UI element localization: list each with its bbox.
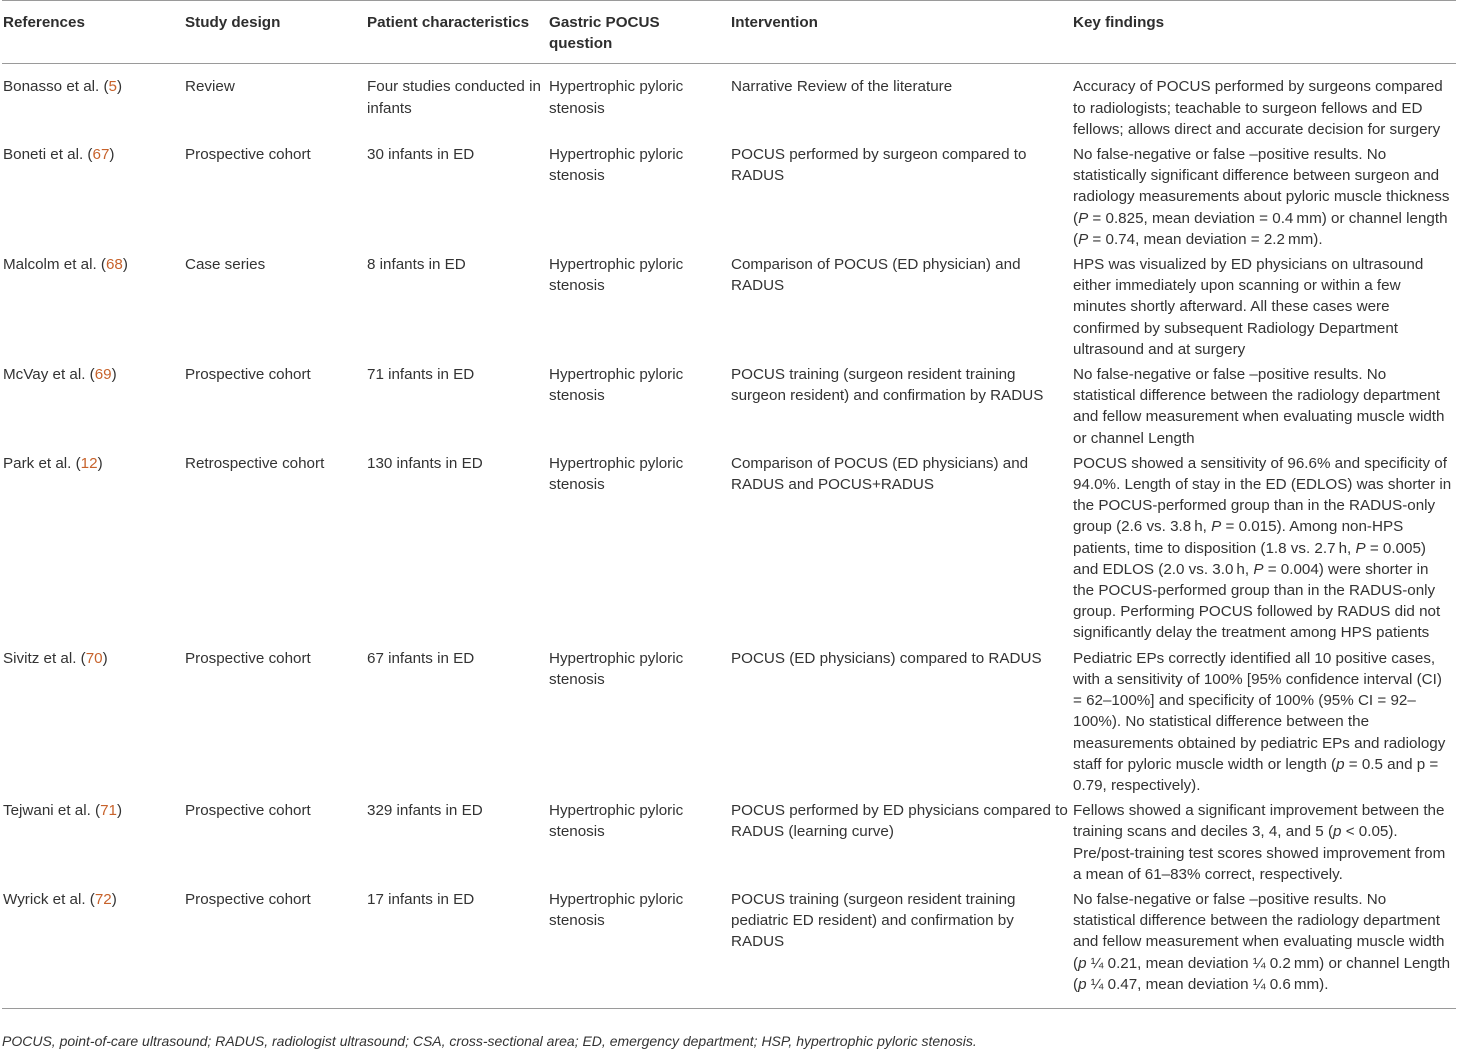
reference-author: Boneti et al. ( xyxy=(3,146,93,164)
reference-author: Tejwani et al. ( xyxy=(3,802,101,820)
cell-study-design: Prospective cohort xyxy=(185,146,311,164)
cell-study-design: Case series xyxy=(185,256,266,274)
header-references: References xyxy=(3,14,85,31)
cell-gastric-pocus-question: Hypertrophic pyloric stenosis xyxy=(549,454,684,494)
reference-link[interactable]: 69 xyxy=(94,366,112,384)
cell-intervention: POCUS training (surgeon resident training pediatric ED resident) and confirmation by RADUS xyxy=(731,890,1016,951)
cell-patient-characteristics: 30 infants in ED xyxy=(367,146,475,164)
cell-key-findings: HPS was visualized by ED physicians on ultrasound either immediately upon scanning or within a few minutes shortly afterward. All these cases were confirmed by subsequent Radiology Department ultrasound and at surgery xyxy=(1073,256,1424,358)
table-row xyxy=(2,364,1456,453)
reference-link[interactable]: 68 xyxy=(105,256,123,274)
cell-intervention: Narrative Review of the literature xyxy=(731,78,953,96)
reference-link[interactable]: 5 xyxy=(108,78,117,96)
reference-author: Malcolm et al. ( xyxy=(3,256,106,274)
cell-study-design: Retrospective cohort xyxy=(185,454,325,472)
reference-author: McVay et al. ( xyxy=(3,366,95,384)
table-row xyxy=(2,144,1456,254)
cell-intervention: POCUS performed by surgeon compared to RADUS xyxy=(731,146,1027,185)
cell-intervention: Comparison of POCUS (ED physician) and RADUS xyxy=(731,256,1021,295)
cell-gastric-pocus-question: Hypertrophic pyloric stenosis xyxy=(549,890,684,930)
cell-patient-characteristics: 329 infants in ED xyxy=(367,802,483,820)
reference-author: Park et al. ( xyxy=(3,454,81,472)
reference-link[interactable]: 70 xyxy=(85,649,103,667)
table-row xyxy=(2,64,1456,144)
cell-intervention: Comparison of POCUS (ED physicians) and RADUS and POCUS+RADUS xyxy=(731,454,1029,494)
reference-link[interactable]: 71 xyxy=(100,802,117,820)
cell-reference xyxy=(2,800,184,889)
cell-patient-characteristics: 67 infants in ED xyxy=(367,649,475,667)
cell-reference xyxy=(2,364,184,453)
reference-close: ) xyxy=(97,454,103,472)
cell-reference xyxy=(2,889,184,1009)
reference-close: ) xyxy=(111,890,117,908)
cell-patient-characteristics: 71 infants in ED xyxy=(367,366,475,384)
reference-close: ) xyxy=(116,78,123,96)
header-row xyxy=(2,1,1456,64)
reference-close: ) xyxy=(109,146,115,164)
table-footnote: POCUS, point-of-care ultrasound; RADUS, radiologist ultrasound; CSA, cross-sectional area; ED, emergency department; HSP, hypertrophic pyloric stenosis. xyxy=(2,1033,977,1049)
reference-close: ) xyxy=(111,366,117,384)
reference-author: Sivitz et al. ( xyxy=(3,649,86,667)
cell-gastric-pocus-question: Hypertrophic pyloric stenosis xyxy=(549,256,684,295)
cell-key-findings: Pediatric EPs correctly identified all 10 positive cases, with a sensitivity of 100% [95% confidence interval (CI) = 62–100%] and specificity of 100% (95% CI = 92–100%). No statistical difference between the measurements obtained by pediatric EPs and radiology staff for pyloric muscle width or length (p = 0.5 and p = 0.79, respectively). xyxy=(1073,649,1446,794)
cell-key-findings: Fellows showed a significant improvement between the training scans and deciles 3, 4, and 5 (p < 0.05). Pre/post-training test scores showed improvement from a mean of 61–83% correct, respectively. xyxy=(1073,802,1446,883)
cell-gastric-pocus-question: Hypertrophic pyloric stenosis xyxy=(549,802,684,841)
cell-reference xyxy=(2,453,184,648)
header-patient-characteristics: Patient characteristics xyxy=(367,14,530,31)
reference-author: Bonasso et al. ( xyxy=(3,78,109,96)
cell-gastric-pocus-question: Hypertrophic pyloric stenosis xyxy=(549,649,684,688)
cell-study-design: Prospective cohort xyxy=(185,890,311,908)
cell-reference xyxy=(2,144,184,254)
cell-key-findings: No false-negative or false –positive results. No statistical difference between the radiology department and fellow measurement when evaluating muscle width or channel Length xyxy=(1073,366,1445,447)
cell-key-findings: No false-negative or false –positive results. No statistically significant difference between surgeon and radiology measurements about pyloric muscle thickness (P = 0.825, mean deviation = 0.4 mm) or channel length (P = 0.74, mean deviation = 2.2 mm). xyxy=(1073,146,1450,248)
reference-link[interactable]: 67 xyxy=(92,146,110,164)
studies-table xyxy=(2,0,1456,1009)
table-body xyxy=(2,64,1456,1009)
cell-intervention: POCUS performed by ED physicians compared to RADUS (learning curve) xyxy=(731,802,1068,841)
cell-intervention: POCUS training (surgeon resident training surgeon resident) and confirmation by RADUS xyxy=(731,366,1044,405)
cell-reference xyxy=(2,254,184,364)
cell-gastric-pocus-question: Hypertrophic pyloric stenosis xyxy=(549,146,684,185)
table-row xyxy=(2,453,1456,648)
header-intervention: Intervention xyxy=(731,14,818,31)
cell-key-findings: Accuracy of POCUS performed by surgeons compared to radiologists; teachable to surgeon fellows and ED fellows; allows direct and accurate decision for surgery xyxy=(1073,78,1443,138)
cell-study-design: Review xyxy=(185,78,235,96)
reference-author: Wyrick et al. ( xyxy=(3,890,95,908)
cell-patient-characteristics: Four studies conducted in infants xyxy=(367,78,541,117)
reference-link[interactable]: 72 xyxy=(94,890,112,908)
header-key-findings: Key findings xyxy=(1073,14,1165,31)
cell-reference xyxy=(2,648,184,800)
header-study-design: Study design xyxy=(185,14,281,31)
reference-link[interactable]: 12 xyxy=(80,454,98,472)
cell-study-design: Prospective cohort xyxy=(185,366,311,384)
cell-patient-characteristics: 130 infants in ED xyxy=(367,454,483,472)
header-gastric-pocus-question: Gastric POCUS question xyxy=(549,14,660,53)
cell-key-findings: POCUS showed a sensitivity of 96.6% and specificity of 94.0%. Length of stay in the ED (EDLOS) was shorter in the POCUS-performed group than in the RADUS-only group (2.6 vs. 3.8 h, P = 0.015). Among non-HPS patients, time to disposition (1.8 vs. 2.7 h, P = 0.005) and EDLOS (2.0 vs. 3.0 h, P = 0.004) were shorter in the POCUS-performed group than in the RADUS-only group. Performing POCUS followed by RADUS did not significantly delay the treatment among HPS patients xyxy=(1073,454,1452,642)
cell-patient-characteristics: 8 infants in ED xyxy=(367,256,466,274)
cell-gastric-pocus-question: Hypertrophic pyloric stenosis xyxy=(549,78,684,117)
reference-close: ) xyxy=(102,649,108,667)
cell-patient-characteristics: 17 infants in ED xyxy=(367,890,475,908)
cell-intervention: POCUS (ED physicians) compared to RADUS xyxy=(731,649,1042,667)
reference-close: ) xyxy=(116,802,123,820)
cell-reference xyxy=(2,64,184,144)
cell-gastric-pocus-question: Hypertrophic pyloric stenosis xyxy=(549,366,684,405)
cell-study-design: Prospective cohort xyxy=(185,649,311,667)
reference-close: ) xyxy=(122,256,128,274)
cell-study-design: Prospective cohort xyxy=(185,802,311,820)
table-row xyxy=(2,800,1456,889)
cell-key-findings: No false-negative or false –positive results. No statistical difference between the radiology department and fellow measurement when evaluating muscle width (p ¼ 0.21, mean deviation ¼ 0.2 mm) or channel Length (p ¼ 0.47, mean deviation ¼ 0.6 mm). xyxy=(1073,890,1451,993)
table-row xyxy=(2,254,1456,364)
table-row xyxy=(2,648,1456,800)
table-row xyxy=(2,889,1456,1009)
